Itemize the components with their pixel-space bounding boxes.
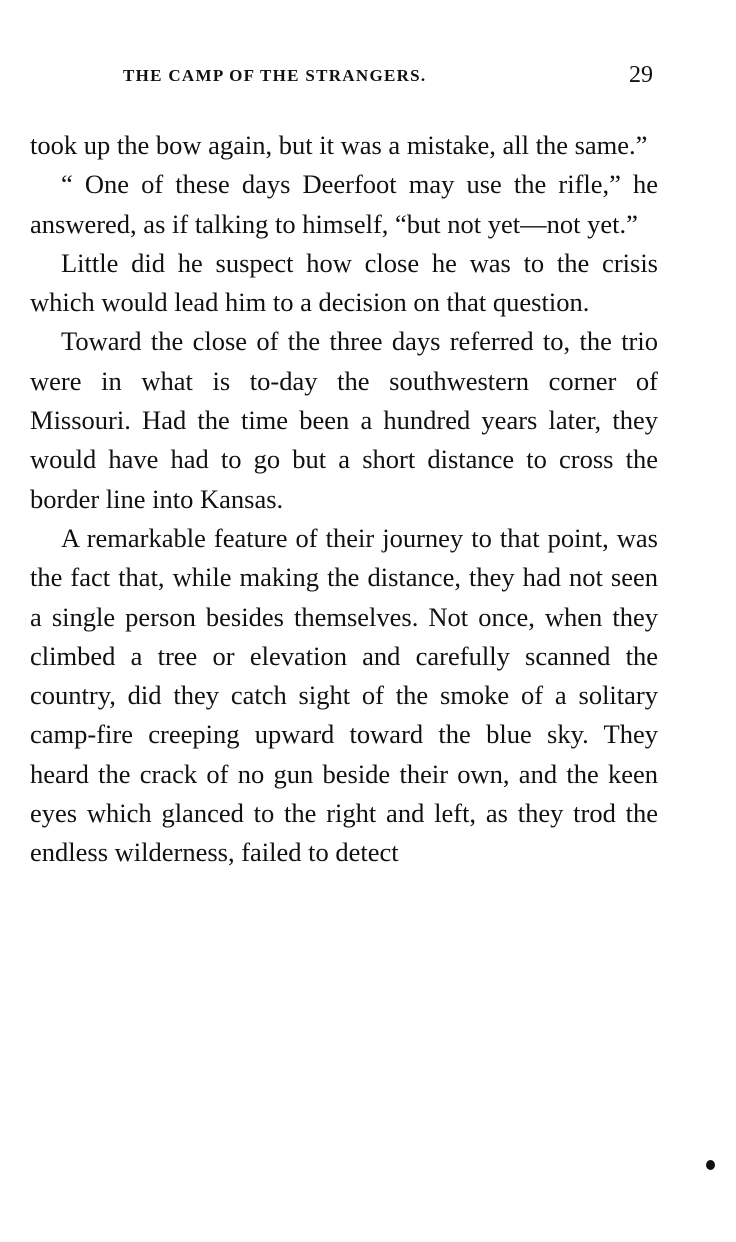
ink-spot	[706, 1160, 715, 1170]
paragraph-2: “ One of these days Deerfoot may use the rifle,” he answered, as if talking to himself, “but not yet—not yet.”	[30, 169, 658, 239]
body-text	[30, 126, 658, 873]
running-head: THE CAMP OF THE STRANGERS.	[123, 66, 427, 85]
page-number: 29	[629, 62, 653, 88]
paragraph-4: Toward the close of the three days referred to, the trio were in what is to-day the southwestern corner of Missouri. Had the time been a hundred years later, they would have had to go but a short distance to cross the border line into Kansas.	[30, 326, 658, 514]
paragraph-1: took up the bow again, but it was a mistake, all the same.”	[30, 130, 648, 160]
paragraph-5: A remarkable feature of their journey to that point, was the fact that, while making the distance, they had not seen a single person besides themselves. Not once, when they climbed a tree or elevation and carefully scanned the country, did they catch sight of the smoke of a solitary camp-fire creeping upward toward the blue sky. They heard the crack of no gun beside their own, and the keen eyes which glanced to the right and left, as they trod the endless wilderness, failed to detect	[30, 522, 658, 868]
page-header	[123, 62, 653, 96]
paragraph-3: Little did he suspect how close he was to the crisis which would lead him to a decision on that question.	[30, 247, 658, 318]
